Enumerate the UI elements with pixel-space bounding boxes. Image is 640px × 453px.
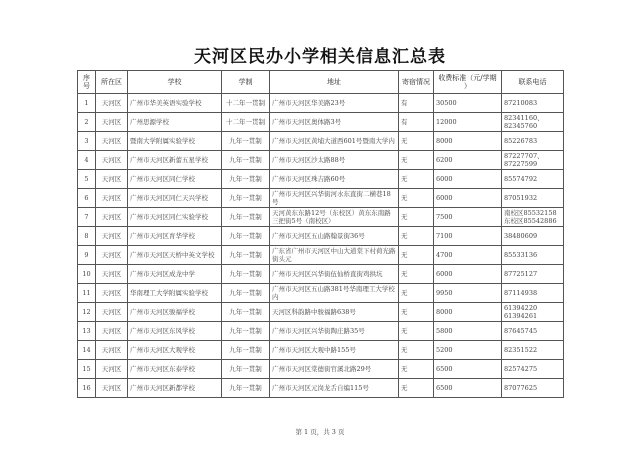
cell-boarding: 无 <box>399 208 434 227</box>
cell-boarding: 无 <box>399 151 434 170</box>
header-fee: 收费标准（元/学期 ） <box>434 71 502 94</box>
cell-seq: 16 <box>78 379 96 398</box>
table-row <box>78 284 564 303</box>
cell-address: 广州市天河区黄埔大道西601号暨南大学内 <box>270 132 399 151</box>
cell-system: 九年一贯制 <box>222 189 270 208</box>
cell-school: 广州市天河区同仁天兴学校 <box>128 189 222 208</box>
cell-fee: 8000 <box>434 303 502 322</box>
cell-district: 天河区 <box>96 303 128 322</box>
cell-boarding: 无 <box>399 265 434 284</box>
table-row <box>78 94 564 113</box>
cell-school: 广州市天河区育华学校 <box>128 227 222 246</box>
cell-district: 天河区 <box>96 265 128 284</box>
cell-seq: 1 <box>78 94 96 113</box>
cell-system: 九年一贯制 <box>222 284 270 303</box>
cell-address: 广东省广州市天河区中山大道棠下村荷光路街头元 <box>270 246 399 265</box>
cell-school: 广州市天河区成龙中学 <box>128 265 222 284</box>
cell-seq: 14 <box>78 341 96 360</box>
cell-system: 九年一贯制 <box>222 303 270 322</box>
cell-phone: 87645745 <box>502 322 564 341</box>
cell-seq: 5 <box>78 170 96 189</box>
school-info-table <box>77 70 564 398</box>
cell-boarding: 无 <box>399 189 434 208</box>
cell-fee: 6200 <box>434 151 502 170</box>
table-row <box>78 265 564 284</box>
cell-boarding: 无 <box>399 303 434 322</box>
cell-address: 广州市天河区大观中路155号 <box>270 341 399 360</box>
cell-phone: 85533136 <box>502 246 564 265</box>
cell-phone: 38480609 <box>502 227 564 246</box>
cell-address: 广州市天河区棠德街官溪北路29号 <box>270 360 399 379</box>
cell-school: 广州思源学校 <box>128 113 222 132</box>
cell-fee: 9950 <box>434 284 502 303</box>
table-row <box>78 170 564 189</box>
cell-system: 十二年一贯制 <box>222 113 270 132</box>
cell-phone: 85226783 <box>502 132 564 151</box>
cell-phone: 87725127 <box>502 265 564 284</box>
cell-fee: 7100 <box>434 227 502 246</box>
cell-district: 天河区 <box>96 341 128 360</box>
cell-district: 天河区 <box>96 322 128 341</box>
cell-phone: 南校区85532158 东校区85542886 <box>502 208 564 227</box>
cell-address: 广州市天河区元岗龙舌自编115号 <box>270 379 399 398</box>
cell-school: 广州市天河区大观学校 <box>128 341 222 360</box>
cell-address: 广州市天河区五山路381号华南理工大学校内 <box>270 284 399 303</box>
cell-address: 广州市天河区兴华街河水东直街二横巷18号 <box>270 189 399 208</box>
cell-district: 天河区 <box>96 113 128 132</box>
cell-seq: 7 <box>78 208 96 227</box>
cell-fee: 12000 <box>434 113 502 132</box>
cell-school: 广州市天河区同仁实验学校 <box>128 208 222 227</box>
cell-phone: 87210083 <box>502 94 564 113</box>
cell-district: 天河区 <box>96 94 128 113</box>
cell-boarding: 无 <box>399 170 434 189</box>
header-address: 地址 <box>270 71 399 94</box>
cell-district: 天河区 <box>96 151 128 170</box>
table-row <box>78 151 564 170</box>
cell-seq: 8 <box>78 227 96 246</box>
cell-boarding: 无 <box>399 341 434 360</box>
cell-school: 华南理工大学附属实验学校 <box>128 284 222 303</box>
cell-address: 天河黄东东路12号（东校区）黄东东南路三把街5号（南校区） <box>270 208 399 227</box>
table-row <box>78 379 564 398</box>
cell-boarding: 无 <box>399 246 434 265</box>
cell-phone: 87114938 <box>502 284 564 303</box>
table-row <box>78 360 564 379</box>
cell-phone: 87051932 <box>502 189 564 208</box>
cell-fee: 8000 <box>434 132 502 151</box>
table-row <box>78 189 564 208</box>
cell-school: 暨南大学附属实验学校 <box>128 132 222 151</box>
table-row <box>78 322 564 341</box>
cell-address: 广州市天河区兴华街陶庄路35号 <box>270 322 399 341</box>
table-row <box>78 246 564 265</box>
cell-school: 广州市天河区新蕾五星学校 <box>128 151 222 170</box>
cell-system: 九年一贯制 <box>222 227 270 246</box>
cell-system: 九年一贯制 <box>222 265 270 284</box>
cell-school: 广州市天河区天桥中英文学校 <box>128 246 222 265</box>
cell-fee: 6000 <box>434 265 502 284</box>
cell-address: 广州市天河区华美路23号 <box>270 94 399 113</box>
cell-phone: 82351522 <box>502 341 564 360</box>
cell-seq: 12 <box>78 303 96 322</box>
table-row <box>78 227 564 246</box>
header-school: 学校 <box>128 71 222 94</box>
cell-school: 广州市天河区东风学校 <box>128 322 222 341</box>
cell-phone: 85574792 <box>502 170 564 189</box>
table-row <box>78 113 564 132</box>
cell-fee: 5200 <box>434 341 502 360</box>
cell-boarding: 无 <box>399 284 434 303</box>
cell-seq: 10 <box>78 265 96 284</box>
cell-system: 九年一贯制 <box>222 360 270 379</box>
cell-fee: 4700 <box>434 246 502 265</box>
cell-address: 广州市天河区五山路翰景街36号 <box>270 227 399 246</box>
cell-seq: 6 <box>78 189 96 208</box>
cell-system: 九年一贯制 <box>222 322 270 341</box>
cell-fee: 6000 <box>434 189 502 208</box>
cell-address: 广州市天河区沙太路88号 <box>270 151 399 170</box>
cell-boarding: 无 <box>399 360 434 379</box>
cell-address: 广州市天河区珠吉路60号 <box>270 170 399 189</box>
cell-district: 天河区 <box>96 360 128 379</box>
cell-district: 天河区 <box>96 132 128 151</box>
cell-boarding: 有 <box>399 94 434 113</box>
header-phone: 联系电话 <box>502 71 564 94</box>
cell-seq: 2 <box>78 113 96 132</box>
table-row <box>78 341 564 360</box>
cell-district: 天河区 <box>96 189 128 208</box>
cell-system: 十二年一贯制 <box>222 94 270 113</box>
cell-seq: 13 <box>78 322 96 341</box>
cell-boarding: 有 <box>399 113 434 132</box>
cell-system: 九年一贯制 <box>222 151 270 170</box>
cell-district: 天河区 <box>96 170 128 189</box>
header-system: 学制 <box>222 71 270 94</box>
cell-district: 天河区 <box>96 284 128 303</box>
cell-phone: 82574275 <box>502 360 564 379</box>
cell-system: 九年一贯制 <box>222 341 270 360</box>
cell-address: 广州市天河区奥体路3号 <box>270 113 399 132</box>
cell-system: 九年一贯制 <box>222 132 270 151</box>
cell-district: 天河区 <box>96 208 128 227</box>
table-row <box>78 208 564 227</box>
cell-address: 天河区科韵路中骏福路638号 <box>270 303 399 322</box>
cell-fee: 6500 <box>434 360 502 379</box>
cell-phone: 61394220 61394261 <box>502 303 564 322</box>
cell-seq: 11 <box>78 284 96 303</box>
cell-system: 九年一贯制 <box>222 170 270 189</box>
header-seq: 序号 <box>78 71 96 94</box>
cell-boarding: 无 <box>399 379 434 398</box>
cell-boarding: 无 <box>399 132 434 151</box>
cell-address: 广州市天河区兴华街伍仙桥直街鸡拱坑 <box>270 265 399 284</box>
cell-school: 广州市天河区东泰学校 <box>128 360 222 379</box>
table-row <box>78 303 564 322</box>
cell-district: 天河区 <box>96 227 128 246</box>
cell-district: 天河区 <box>96 246 128 265</box>
cell-system: 九年一贯制 <box>222 246 270 265</box>
cell-seq: 15 <box>78 360 96 379</box>
document-title: 天河区民办小学相关信息汇总表 <box>194 47 446 67</box>
cell-seq: 4 <box>78 151 96 170</box>
cell-boarding: 无 <box>399 322 434 341</box>
cell-fee: 6000 <box>434 170 502 189</box>
cell-fee: 7500 <box>434 208 502 227</box>
cell-phone: 87077625 <box>502 379 564 398</box>
cell-school: 广州市天河区新都学校 <box>128 379 222 398</box>
cell-system: 九年一贯制 <box>222 208 270 227</box>
cell-seq: 3 <box>78 132 96 151</box>
cell-district: 天河区 <box>96 379 128 398</box>
table-row <box>78 132 564 151</box>
table-header-row <box>78 71 564 94</box>
cell-phone: 82341160、82345760 <box>502 113 564 132</box>
cell-system: 九年一贯制 <box>222 379 270 398</box>
header-boarding: 寄宿情况 <box>399 71 434 94</box>
header-district: 所在区 <box>96 71 128 94</box>
cell-school: 广州市天河区骏福学校 <box>128 303 222 322</box>
cell-seq: 9 <box>78 246 96 265</box>
cell-fee: 6500 <box>434 379 502 398</box>
cell-phone: 87227707、87227599 <box>502 151 564 170</box>
cell-boarding: 无 <box>399 227 434 246</box>
page-number: 第 1 页，共 3 页 <box>295 428 345 436</box>
cell-fee: 5800 <box>434 322 502 341</box>
cell-school: 广州市华美英语实验学校 <box>128 94 222 113</box>
cell-fee: 30500 <box>434 94 502 113</box>
cell-school: 广州市天河区同仁学校 <box>128 170 222 189</box>
